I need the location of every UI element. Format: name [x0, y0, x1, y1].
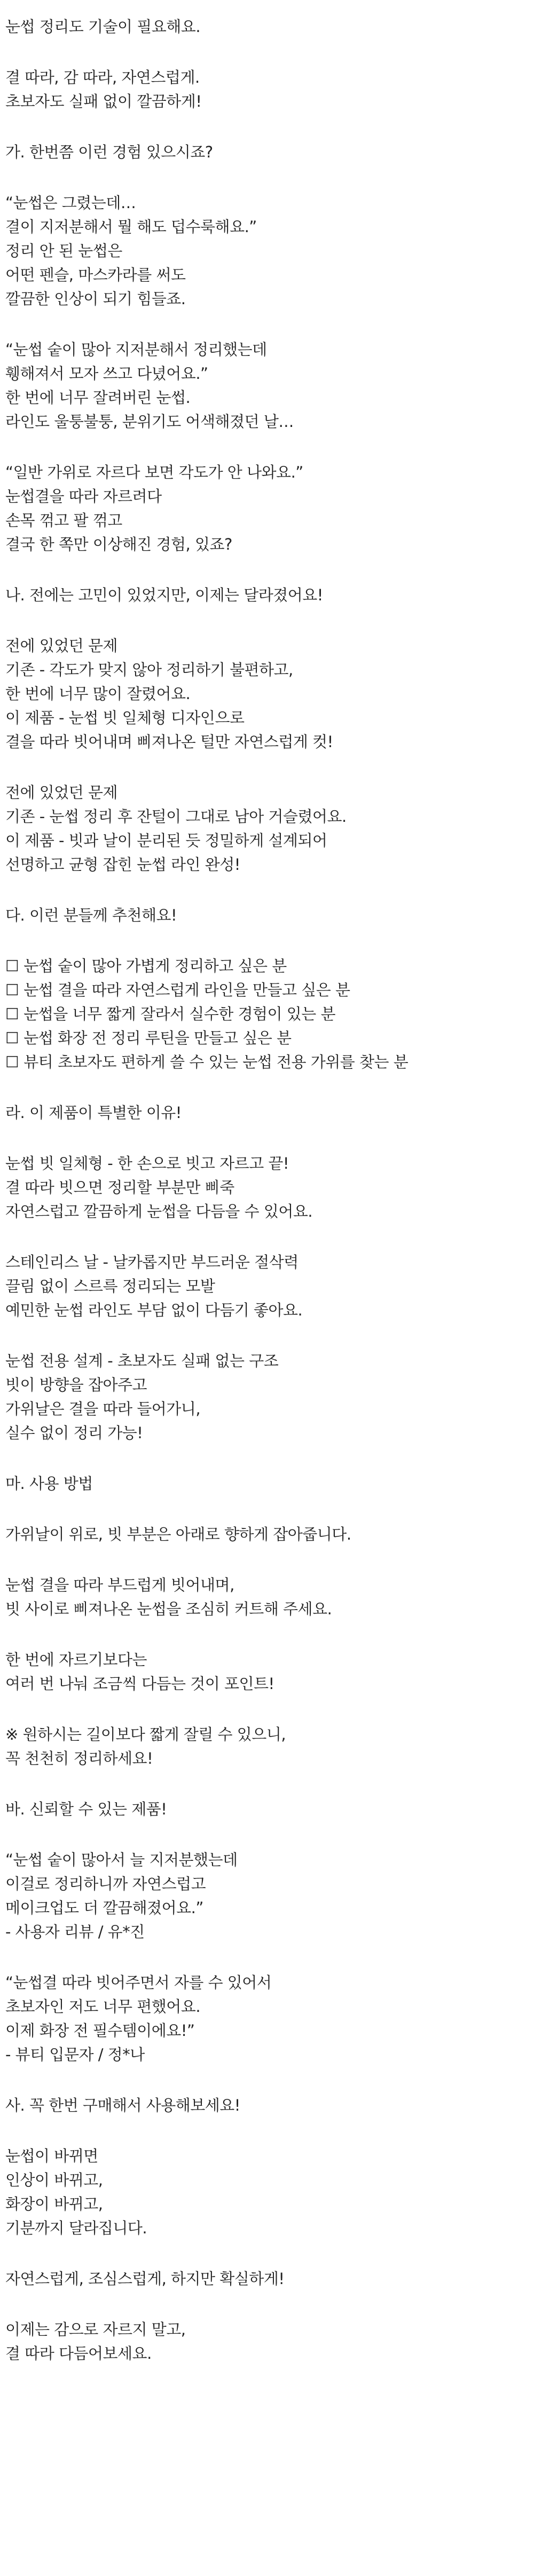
paragraph	[5, 1648, 534, 1696]
text-line: 한 번에 너무 잘려버린 눈썹.	[5, 389, 191, 407]
text-line: 가위날은 결을 따라 들어가니,	[5, 1400, 201, 1418]
text-line: 기존 - 눈썹 정리 후 잔털이 그대로 남아 거슬렸어요.	[5, 807, 347, 826]
paragraph	[5, 2144, 534, 2240]
text-line: 눈썹 정리도 기술이 필요해요.	[5, 18, 201, 36]
paragraph	[5, 66, 534, 114]
text-line: 빗이 방향을 잡아주고	[5, 1376, 147, 1394]
text-line: 눈썹 결을 따라 부드럽게 빗어내며,	[5, 1576, 234, 1594]
paragraph	[5, 15, 534, 39]
text-line: 눈썹결을 따라 자르려다	[5, 487, 162, 505]
paragraph	[5, 1349, 534, 1445]
paragraph	[5, 1523, 534, 1547]
text-line: 나. 전에는 고민이 있었지만, 이제는 달라졌어요!	[5, 586, 323, 604]
text-line: 이 제품 - 눈썹 빗 일체형 디자인으로	[5, 709, 245, 727]
text-line: 초보자도 실패 없이 깔끔하게!	[5, 92, 202, 110]
text-line: 깔끔한 인상이 되기 힘들죠.	[5, 290, 186, 308]
paragraph	[5, 1101, 534, 1125]
paragraph	[5, 1472, 534, 1496]
paragraph	[5, 954, 534, 1074]
text-line: 결을 따라 빗어내며 삐져나온 털만 자연스럽게 컷!	[5, 733, 333, 751]
text-line: “눈썹 숱이 많아서 늘 지저분했는데	[5, 1851, 238, 1869]
text-line: 인상이 바뀌고,	[5, 2171, 103, 2189]
text-line: - 뷰티 입문자 / 정*나	[5, 2046, 145, 2064]
text-line: ☐ 눈썹 결을 따라 자연스럽게 라인을 만들고 싶은 분	[5, 981, 350, 999]
text-line: 결 따라, 감 따라, 자연스럽게.	[5, 68, 200, 86]
text-line: ☐ 눈썹 숱이 많아 가볍게 정리하고 싶은 분	[5, 957, 287, 975]
text-line: 여러 번 나눠 조금씩 다듬는 것이 포인트!	[5, 1675, 274, 1693]
text-line: ☐ 뷰티 초보자도 편하게 쓸 수 있는 눈썹 전용 가위를 찾는 분	[5, 1053, 409, 1071]
text-line: 눈썹 전용 설계 - 초보자도 실패 없는 구조	[5, 1352, 279, 1370]
paragraph	[5, 2267, 534, 2291]
text-line: 이제는 감으로 자르지 말고,	[5, 2320, 186, 2339]
text-line: 결국 한 쪽만 이상해진 경험, 있죠?	[5, 535, 232, 553]
paragraph	[5, 2094, 534, 2118]
paragraph	[5, 1797, 534, 1821]
paragraph	[5, 191, 534, 311]
paragraph	[5, 583, 534, 607]
text-line: - 사용자 리뷰 / 유*진	[5, 1923, 145, 1941]
paragraph	[5, 903, 534, 928]
paragraph	[5, 338, 534, 434]
text-line: 기분까지 달라집니다.	[5, 2219, 147, 2237]
text-line: 한 번에 너무 많이 잘렸어요.	[5, 685, 191, 703]
text-line: 자연스럽게, 조심스럽게, 하지만 확실하게!	[5, 2270, 285, 2288]
text-line: ※ 원하시는 길이보다 짧게 잘릴 수 있으니,	[5, 1725, 286, 1743]
text-line: 손목 꺾고 팔 꺾고	[5, 511, 122, 529]
paragraph	[5, 461, 534, 557]
text-line: 다. 이런 분들께 추천해요!	[5, 906, 177, 924]
text-line: “일반 가위로 자르다 보면 각도가 안 나와요.”	[5, 463, 303, 481]
paragraph	[5, 2318, 534, 2366]
text-line: 결 따라 다듬어보세요.	[5, 2344, 152, 2363]
text-line: “눈썹 숱이 많아 지저분해서 정리했는데	[5, 340, 267, 359]
text-line: 사. 꼭 한번 구매해서 사용해보세요!	[5, 2096, 240, 2114]
paragraph	[5, 1573, 534, 1621]
text-line: 전에 있었던 문제	[5, 637, 118, 655]
text-line: 이걸로 정리하니까 자연스럽고	[5, 1875, 206, 1893]
text-line: 꼭 천천히 정리하세요!	[5, 1749, 153, 1767]
text-line: 초보자인 저도 너무 편했어요.	[5, 1998, 201, 2016]
text-line: 메이크업도 더 깔끔해졌어요.”	[5, 1899, 203, 1917]
text-line: ☐ 눈썹 화장 전 정리 루틴을 만들고 싶은 분	[5, 1029, 292, 1047]
paragraph	[5, 634, 534, 754]
text-line: 라. 이 제품이 특별한 이유!	[5, 1104, 182, 1122]
paragraph	[5, 1250, 534, 1322]
text-line: 기존 - 각도가 맞지 않아 정리하기 불편하고,	[5, 661, 293, 679]
text-line: 화장이 바뀌고,	[5, 2195, 103, 2213]
text-line: 가위날이 위로, 빗 부분은 아래로 향하게 잡아줍니다.	[5, 1525, 351, 1543]
text-line: “눈썹은 그렸는데…	[5, 194, 136, 212]
text-line: 예민한 눈썹 라인도 부담 없이 다듬기 좋아요.	[5, 1301, 303, 1319]
text-line: 눈썹이 바뀌면	[5, 2147, 98, 2165]
text-line: 가. 한번쯤 이런 경험 있으시죠?	[5, 143, 213, 161]
text-line: 결이 지저분해서 뭘 해도 덥수룩해요.”	[5, 218, 257, 236]
text-line: 이제 화장 전 필수템이에요!”	[5, 2022, 195, 2040]
text-line: 어떤 펜슬, 마스카라를 써도	[5, 266, 186, 284]
text-line: 눈썹 빗 일체형 - 한 손으로 빗고 자르고 끝!	[5, 1154, 289, 1172]
text-line: 끌림 없이 스르륵 정리되는 모발	[5, 1277, 215, 1295]
text-line: 이 제품 - 빗과 날이 분리된 듯 정밀하게 설계되어	[5, 831, 327, 850]
text-line: 스테인리스 날 - 날카롭지만 부드러운 절삭력	[5, 1253, 299, 1271]
text-line: 휑해져서 모자 쓰고 다녔어요.”	[5, 364, 208, 383]
text-line: 마. 사용 방법	[5, 1475, 93, 1493]
text-line: 선명하고 균형 잡힌 눈썹 라인 완성!	[5, 855, 240, 874]
text-line: 실수 없이 정리 가능!	[5, 1424, 143, 1442]
text-line: 전에 있었던 문제	[5, 783, 118, 802]
text-line: 바. 신뢰할 수 있는 제품!	[5, 1800, 167, 1818]
paragraph	[5, 1971, 534, 2067]
paragraph	[5, 781, 534, 877]
text-line: ☐ 눈썹을 너무 짧게 잘라서 실수한 경험이 있는 분	[5, 1005, 336, 1023]
text-line: 결 따라 빗으면 정리할 부분만 삐죽	[5, 1178, 234, 1196]
text-line: 한 번에 자르기보다는	[5, 1651, 147, 1669]
text-line: 정리 안 된 눈썹은	[5, 242, 122, 260]
paragraph	[5, 140, 534, 164]
paragraph	[5, 1848, 534, 1944]
paragraph	[5, 1723, 534, 1771]
paragraph	[5, 1152, 534, 1224]
text-line: 자연스럽고 깔끔하게 눈썹을 다듬을 수 있어요.	[5, 1202, 313, 1220]
text-line: 라인도 울퉁불퉁, 분위기도 어색해졌던 날…	[5, 413, 294, 431]
text-line: 빗 사이로 삐져나온 눈썹을 조심히 커트해 주세요.	[5, 1600, 332, 1618]
text-line: “눈썹결 따라 빗어주면서 자를 수 있어서	[5, 1973, 272, 1992]
